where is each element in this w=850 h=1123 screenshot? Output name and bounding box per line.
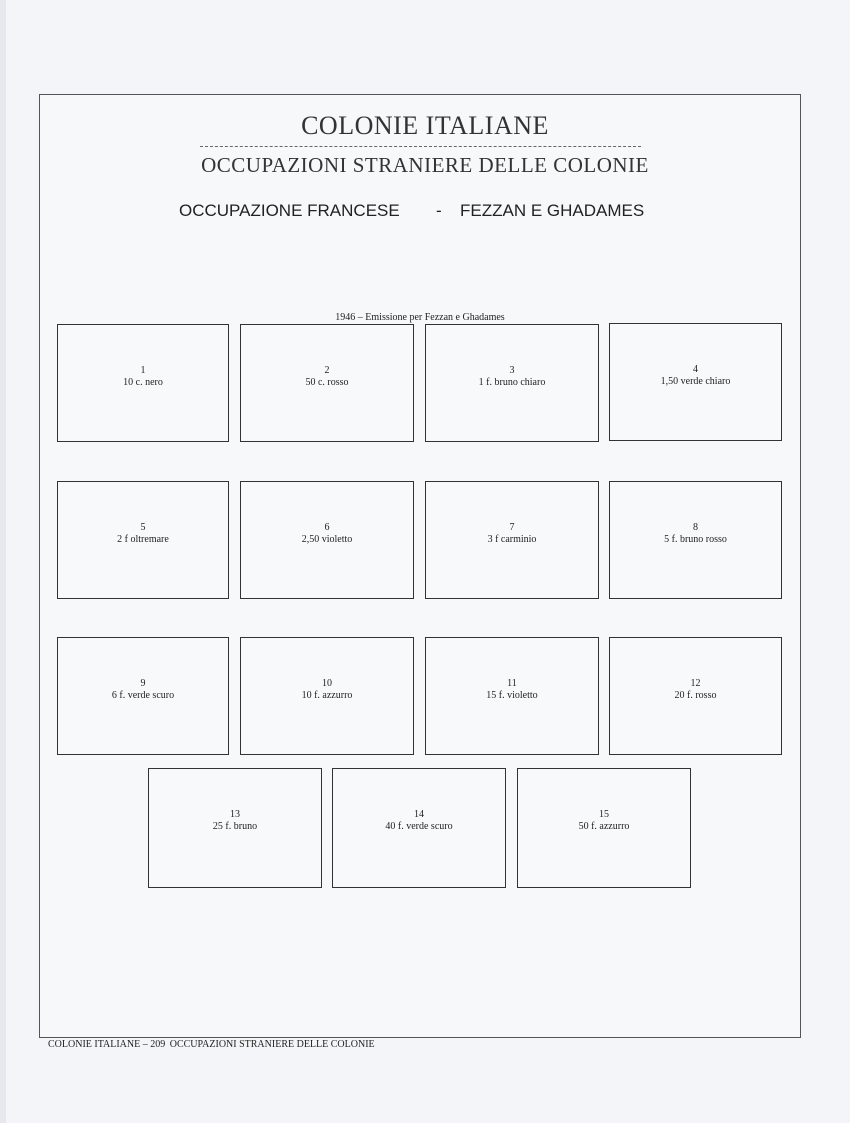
stamp-description: 25 f. bruno [212, 821, 258, 832]
stamp-number: 6 [324, 522, 330, 533]
stamp-description: 3 f carminio [487, 534, 537, 545]
footer-section: OCCUPAZIONI STRANIERE DELLE COLONIE [169, 1039, 375, 1050]
section-occupation: OCCUPAZIONE FRANCESE [179, 201, 400, 220]
page-title: COLONIE ITALIANE [301, 111, 549, 140]
stamp-number: 10 [322, 678, 332, 689]
stamp-description: 50 c. rosso [305, 377, 349, 388]
stamp-space-15 [517, 768, 691, 888]
stamp-number: 3 [509, 365, 515, 376]
stamp-number: 1 [140, 365, 146, 376]
title-divider [200, 146, 641, 147]
stamp-space-1 [57, 324, 229, 442]
footer-series: COLONIE ITALIANE – 209 [48, 1039, 166, 1050]
stamp-number: 15 [599, 809, 609, 820]
stamp-number: 13 [230, 809, 240, 820]
stamp-description: 5 f. bruno rosso [664, 534, 727, 545]
stamp-space-7 [425, 481, 599, 599]
stamp-description: 1 f. bruno chiaro [478, 377, 546, 388]
stamp-number: 7 [509, 522, 515, 533]
stamp-description: 6 f. verde scuro [111, 690, 175, 701]
stamp-space-3 [425, 324, 599, 442]
page-footer [48, 1039, 377, 1050]
stamp-description: 10 c. nero [123, 377, 163, 388]
stamp-space-10 [240, 637, 414, 755]
stamp-description: 50 f. azzurro [578, 821, 630, 832]
page-subtitle: OCCUPAZIONI STRANIERE DELLE COLONIE [201, 153, 649, 177]
stamp-description: 2 f oltremare [117, 534, 169, 545]
stamp-space-11 [425, 637, 599, 755]
issue-caption: 1946 – Emissione per Fezzan e Ghadames [335, 312, 505, 323]
stamp-description: 2,50 violetto [301, 534, 353, 545]
stamp-space-9 [57, 637, 229, 755]
stamp-number: 5 [140, 522, 146, 533]
stamp-space-13 [148, 768, 322, 888]
stamp-number: 12 [690, 678, 701, 689]
stamp-description: 20 f. rosso [674, 690, 717, 701]
stamp-description: 40 f. verde scuro [385, 821, 453, 832]
stamp-number: 11 [507, 678, 517, 689]
stamp-description: 10 f. azzurro [301, 690, 353, 701]
stamp-number: 2 [324, 365, 330, 376]
stamp-number: 9 [140, 678, 146, 689]
stamp-number: 14 [414, 809, 424, 820]
section-territory: FEZZAN E GHADAMES [460, 201, 645, 220]
stamp-space-4 [609, 323, 782, 441]
stamp-number: 4 [693, 364, 698, 375]
stamp-description: 1,50 verde chiaro [660, 376, 731, 387]
stamp-space-2 [240, 324, 414, 442]
stamp-description: 15 f. violetto [486, 690, 538, 701]
stamp-space-5 [57, 481, 229, 599]
stamp-space-14 [332, 768, 506, 888]
stamp-space-8 [609, 481, 782, 599]
section-separator: - [436, 201, 442, 220]
stamp-space-12 [609, 637, 782, 755]
stamp-space-6 [240, 481, 414, 599]
stamp-number: 8 [693, 522, 698, 533]
